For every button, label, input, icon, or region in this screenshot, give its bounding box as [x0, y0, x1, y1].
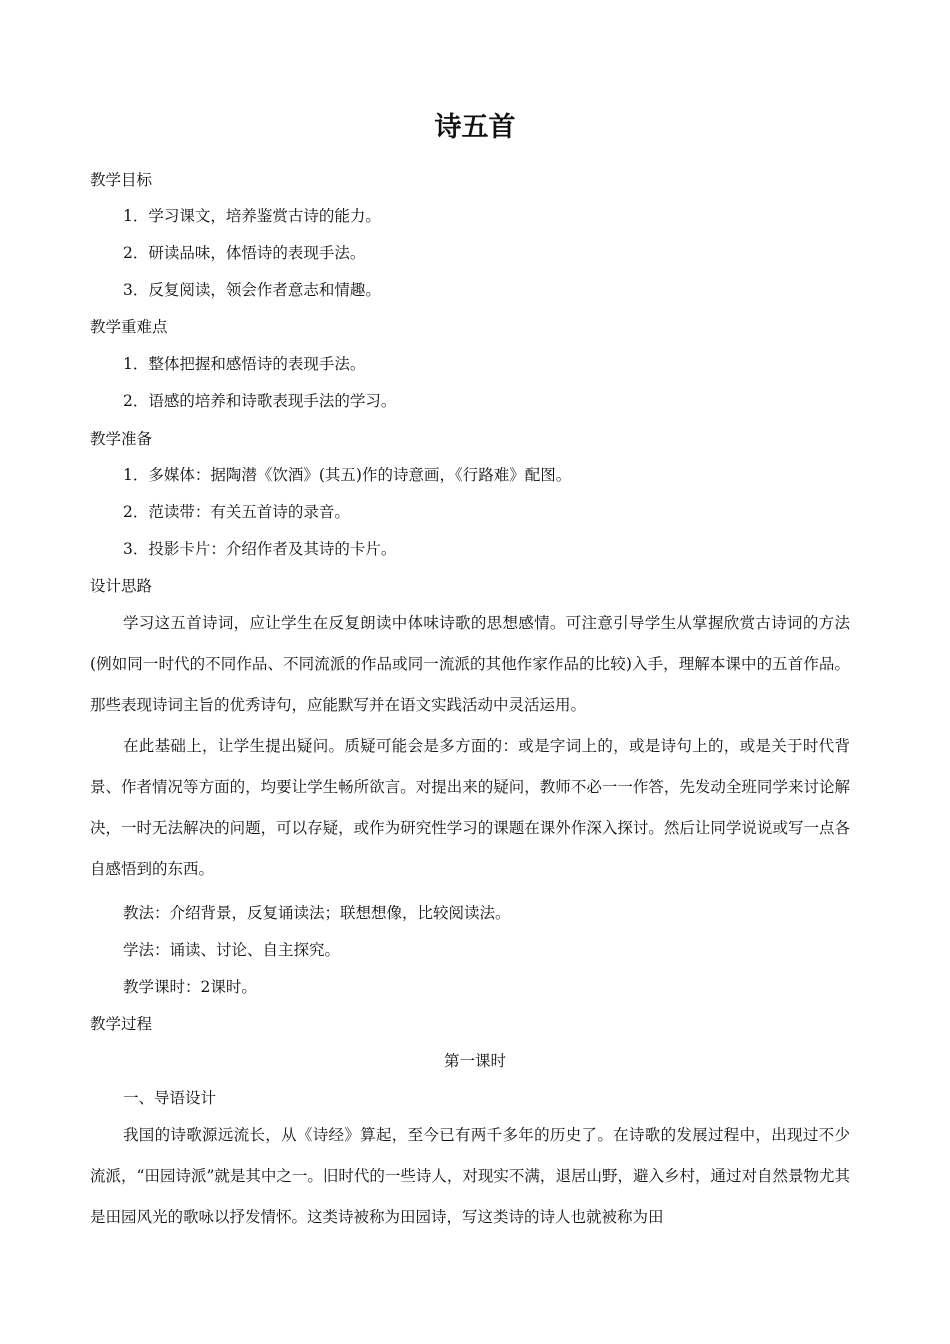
goal-item-1: 1．学习课文，培养鉴赏古诗的能力。 [123, 207, 381, 225]
keypoint-item-1: 1．整体把握和感悟诗的表现手法。 [123, 355, 366, 373]
section-heading-design: 设计思路 [90, 577, 153, 595]
preparation-item-3: 3．投影卡片：介绍作者及其诗的卡片。 [123, 540, 397, 558]
preparation-item-2: 2．范读带：有关五首诗的录音。 [123, 503, 350, 521]
lesson-hours: 教学课时：2课时。 [123, 978, 257, 996]
document-title: 诗五首 [434, 112, 516, 143]
subsection-heading-intro: 一、导语设计 [123, 1089, 217, 1107]
section-heading-process: 教学过程 [90, 1015, 153, 1033]
goal-item-2: 2．研读品味，体悟诗的表现手法。 [123, 244, 366, 262]
keypoint-item-2: 2．语感的培养和诗歌表现手法的学习。 [123, 392, 397, 410]
goal-item-3: 3．反复阅读，领会作者意志和情趣。 [123, 281, 381, 299]
learning-method: 学法：诵读、讨论、自主探究。 [123, 941, 341, 959]
section-heading-keypoints: 教学重难点 [90, 318, 168, 336]
teaching-method: 教法：介绍背景，反复诵读法；联想想像，比较阅读法。 [123, 904, 511, 922]
design-paragraph-2: 在此基础上，让学生提出疑问。质疑可能会是多方面的：或是字词上的，或是诗句上的，或是关于时代背景、作者情况等方面的，均要让学生畅所欲言。对提出来的疑问，教师不必一一作答，先发动全班同学来讨论解决，一时无法解决的问题，可以存疑，或作为研究性学习的课题在课外作深入探讨。然后让同学说说或写一点各自感悟到的东西。 [90, 737, 850, 878]
lesson-title: 第一课时 [443, 1052, 506, 1070]
section-heading-goals: 教学目标 [90, 171, 153, 189]
intro-paragraph: 我国的诗歌源远流长，从《诗经》算起，至今已有两千多年的历史了。在诗歌的发展过程中，出现过不少流派，“田园诗派”就是其中之一。旧时代的一些诗人，对现实不满，退居山野，避入乡村，通过对自然景物尤其是田园风光的歌咏以抒发情怀。这类诗被称为田园诗，写这类诗的诗人也就被称为田 [90, 1126, 850, 1226]
section-heading-preparation: 教学准备 [90, 430, 153, 448]
design-paragraph-1: 学习这五首诗词，应让学生在反复朗读中体味诗歌的思想感情。可注意引导学生从掌握欣赏古诗词的方法(例如同一时代的不同作品、不同流派的作品或同一流派的其他作家作品的比较)入手，理解本课中的五首作品。那些表现诗词主旨的优秀诗句，应能默写并在语文实践活动中灵活运用。 [90, 614, 850, 714]
preparation-item-1: 1．多媒体：据陶潜《饮酒》(其五)作的诗意画，《行路难》配图。 [123, 466, 572, 484]
